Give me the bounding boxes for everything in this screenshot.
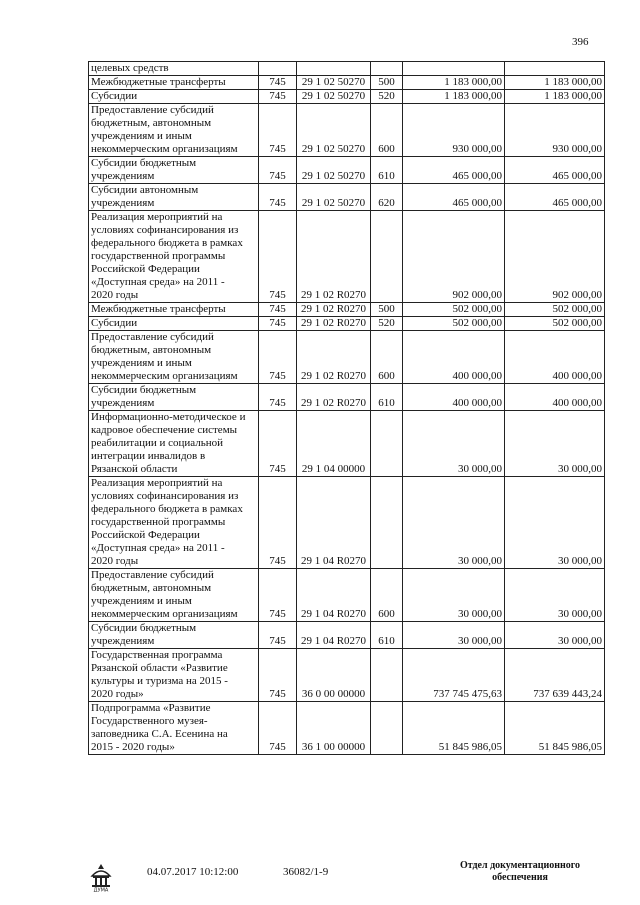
sum-2017-cell: 30 000,00	[403, 622, 505, 649]
row-name-line: Подпрограмма «Развитие	[91, 702, 211, 714]
sum-2017-alt-cell: 465 000,00	[505, 184, 605, 211]
footer-doc-number: 36082/1-9	[283, 866, 329, 878]
row-name-line: целевых средств	[91, 62, 169, 74]
sum-2017-cell: 30 000,00	[403, 569, 505, 622]
row-name-line: учреждениям и иным	[91, 130, 192, 142]
row-name-line: бюджетным, автономным	[91, 582, 212, 594]
expense-type-cell: 600	[371, 569, 403, 622]
table-row	[89, 622, 605, 649]
target-article-cell: 29 1 02 R0270	[297, 211, 371, 303]
table-row	[89, 62, 605, 76]
row-name-cell	[89, 411, 259, 477]
footer-dept-line1: Отдел документационного	[459, 860, 581, 871]
table-row	[89, 384, 605, 411]
page-number: 396	[572, 36, 589, 48]
table-row	[89, 649, 605, 702]
expense-type-cell	[371, 62, 403, 76]
expense-type-cell	[371, 411, 403, 477]
grbs-cell: 745	[259, 649, 297, 702]
sum-2017-cell: 465 000,00	[403, 184, 505, 211]
table-row	[89, 331, 605, 384]
row-name-line: «Доступная среда» на 2011 -	[91, 276, 225, 288]
grbs-cell: 745	[259, 184, 297, 211]
row-name-cell	[89, 104, 259, 157]
sum-2017-alt-cell: 400 000,00	[505, 384, 605, 411]
sum-2017-cell: 400 000,00	[403, 331, 505, 384]
sum-2017-alt-cell: 30 000,00	[505, 411, 605, 477]
row-name-line: 2020 годы	[91, 289, 139, 301]
target-article-cell: 29 1 04 R0270	[297, 622, 371, 649]
target-article-cell: 29 1 02 50270	[297, 184, 371, 211]
sum-2017-alt-cell: 465 000,00	[505, 157, 605, 184]
table-row	[89, 157, 605, 184]
row-name-line: учреждениям	[91, 170, 155, 182]
sum-2017-alt-cell: 902 000,00	[505, 211, 605, 303]
table-row	[89, 211, 605, 303]
row-name-line: Государственная программа	[91, 649, 223, 661]
expense-type-cell: 520	[371, 90, 403, 104]
row-name-line: Российской Федерации	[91, 529, 200, 541]
target-article-cell: 29 1 02 50270	[297, 90, 371, 104]
sum-2017-cell: 465 000,00	[403, 157, 505, 184]
expense-type-cell: 620	[371, 184, 403, 211]
sum-2017-cell: 502 000,00	[403, 303, 505, 317]
row-name-cell	[89, 157, 259, 184]
table-row	[89, 90, 605, 104]
sum-2017-cell: 51 845 986,05	[403, 702, 505, 755]
row-name-line: бюджетным, автономным	[91, 344, 212, 356]
row-name-line: государственной программы	[91, 250, 226, 262]
sum-2017-alt-cell	[505, 62, 605, 76]
sum-2017-alt-cell: 30 000,00	[505, 622, 605, 649]
table-row	[89, 104, 605, 157]
row-name-cell	[89, 317, 259, 331]
table-row	[89, 317, 605, 331]
row-name-cell	[89, 303, 259, 317]
row-name-line: некоммерческим организациям	[91, 608, 238, 620]
target-article-cell: 29 1 04 00000	[297, 411, 371, 477]
grbs-cell: 745	[259, 317, 297, 331]
grbs-cell: 745	[259, 411, 297, 477]
row-name-cell	[89, 384, 259, 411]
row-name-line: Субсидии	[91, 317, 138, 329]
expense-type-cell: 600	[371, 331, 403, 384]
row-name-line: Предоставление субсидий	[91, 104, 214, 116]
target-article-cell: 29 1 02 R0270	[297, 317, 371, 331]
grbs-cell: 745	[259, 211, 297, 303]
row-name-line: Субсидии автономным	[91, 184, 199, 196]
duma-logo-icon	[88, 862, 114, 892]
row-name-cell	[89, 569, 259, 622]
sum-2017-cell: 1 183 000,00	[403, 76, 505, 90]
target-article-cell: 29 1 04 R0270	[297, 477, 371, 569]
expense-type-cell: 500	[371, 76, 403, 90]
footer-department	[440, 860, 600, 884]
row-name-line: 2020 годы	[91, 555, 139, 567]
expense-type-cell: 520	[371, 317, 403, 331]
sum-2017-alt-cell: 502 000,00	[505, 317, 605, 331]
grbs-cell: 745	[259, 104, 297, 157]
row-name-line: культуры и туризма на 2015 -	[91, 675, 228, 687]
sum-2017-cell: 502 000,00	[403, 317, 505, 331]
sum-2017-alt-cell: 30 000,00	[505, 569, 605, 622]
expense-type-cell	[371, 702, 403, 755]
row-name-line: федерального бюджета в рамках	[91, 237, 243, 249]
sum-2017-cell: 400 000,00	[403, 384, 505, 411]
table-row	[89, 303, 605, 317]
target-article-cell: 29 1 02 50270	[297, 104, 371, 157]
row-name-line: бюджетным, автономным	[91, 117, 212, 129]
sum-2017-cell: 30 000,00	[403, 411, 505, 477]
row-name-line: Реализация мероприятий на	[91, 211, 223, 223]
grbs-cell	[259, 62, 297, 76]
row-name-line: некоммерческим организациям	[91, 370, 238, 382]
expense-type-cell: 610	[371, 384, 403, 411]
target-article-cell	[297, 62, 371, 76]
grbs-cell: 745	[259, 702, 297, 755]
row-name-line: Рязанской области «Развитие	[91, 662, 228, 674]
row-name-line: интеграции инвалидов в	[91, 450, 206, 462]
expense-type-cell: 610	[371, 622, 403, 649]
row-name-cell	[89, 90, 259, 104]
table-row	[89, 76, 605, 90]
svg-text:ДУМА: ДУМА	[93, 887, 109, 892]
row-name-line: Межбюджетные трансферты	[91, 303, 226, 315]
target-article-cell: 29 1 02 50270	[297, 76, 371, 90]
table-row	[89, 477, 605, 569]
target-article-cell: 29 1 02 R0270	[297, 331, 371, 384]
row-name-line: некоммерческим организациям	[91, 143, 238, 155]
row-name-cell	[89, 331, 259, 384]
row-name-cell	[89, 702, 259, 755]
row-name-line: условиях софинансирования из	[91, 490, 239, 502]
row-name-line: Субсидии бюджетным	[91, 384, 197, 396]
target-article-cell: 29 1 02 R0270	[297, 384, 371, 411]
footer	[0, 858, 640, 898]
sum-2017-cell: 30 000,00	[403, 477, 505, 569]
row-name-cell	[89, 76, 259, 90]
row-name-cell	[89, 649, 259, 702]
row-name-line: учреждениям	[91, 635, 155, 647]
target-article-cell: 29 1 02 R0270	[297, 303, 371, 317]
row-name-line: Рязанской области	[91, 463, 178, 475]
row-name-line: Предоставление субсидий	[91, 331, 214, 343]
table-row	[89, 184, 605, 211]
table-row	[89, 411, 605, 477]
expense-type-cell	[371, 211, 403, 303]
row-name-line: Информационно-методическое и	[91, 411, 246, 423]
grbs-cell: 745	[259, 622, 297, 649]
row-name-line: Субсидии бюджетным	[91, 157, 197, 169]
grbs-cell: 745	[259, 157, 297, 184]
grbs-cell: 745	[259, 331, 297, 384]
row-name-line: Реализация мероприятий на	[91, 477, 223, 489]
target-article-cell: 29 1 04 R0270	[297, 569, 371, 622]
row-name-line: 2015 - 2020 годы»	[91, 741, 175, 753]
row-name-line: государственной программы	[91, 516, 226, 528]
grbs-cell: 745	[259, 569, 297, 622]
row-name-cell	[89, 184, 259, 211]
sum-2017-alt-cell: 400 000,00	[505, 331, 605, 384]
row-name-line: учреждениям	[91, 397, 155, 409]
budget-table-body	[89, 62, 605, 755]
sum-2017-alt-cell: 30 000,00	[505, 477, 605, 569]
sum-2017-cell: 737 745 475,63	[403, 649, 505, 702]
target-article-cell: 29 1 02 50270	[297, 157, 371, 184]
row-name-line: заповедника С.А. Есенина на	[91, 728, 228, 740]
row-name-line: Российской Федерации	[91, 263, 200, 275]
row-name-line: 2020 годы»	[91, 688, 144, 700]
sum-2017-alt-cell: 502 000,00	[505, 303, 605, 317]
target-article-cell: 36 0 00 00000	[297, 649, 371, 702]
row-name-line: Субсидии	[91, 90, 138, 102]
expense-type-cell: 600	[371, 104, 403, 157]
budget-table	[88, 61, 605, 755]
row-name-line: Субсидии бюджетным	[91, 622, 197, 634]
row-name-line: учреждениям и иным	[91, 595, 192, 607]
grbs-cell: 745	[259, 90, 297, 104]
row-name-cell	[89, 622, 259, 649]
footer-date: 04.07.2017 10:12:00	[147, 866, 239, 878]
expense-type-cell: 610	[371, 157, 403, 184]
footer-dept-line2: обеспечения	[492, 872, 548, 883]
row-name-line: Предоставление субсидий	[91, 569, 214, 581]
row-name-line: условиях софинансирования из	[91, 224, 239, 236]
row-name-line: реабилитации и социальной	[91, 437, 224, 449]
grbs-cell: 745	[259, 303, 297, 317]
grbs-cell: 745	[259, 384, 297, 411]
row-name-cell	[89, 211, 259, 303]
expense-type-cell	[371, 649, 403, 702]
row-name-line: кадровое обеспечение системы	[91, 424, 238, 436]
row-name-cell	[89, 477, 259, 569]
table-row	[89, 702, 605, 755]
expense-type-cell	[371, 477, 403, 569]
row-name-cell	[89, 62, 259, 76]
sum-2017-cell: 1 183 000,00	[403, 90, 505, 104]
row-name-line: «Доступная среда» на 2011 -	[91, 542, 225, 554]
sum-2017-alt-cell: 737 639 443,24	[505, 649, 605, 702]
row-name-line: учреждениям и иным	[91, 357, 192, 369]
grbs-cell: 745	[259, 76, 297, 90]
expense-type-cell: 500	[371, 303, 403, 317]
table-row	[89, 569, 605, 622]
sum-2017-cell: 902 000,00	[403, 211, 505, 303]
grbs-cell: 745	[259, 477, 297, 569]
row-name-line: Государственного музея-	[91, 715, 208, 727]
sum-2017-alt-cell: 930 000,00	[505, 104, 605, 157]
sum-2017-alt-cell: 51 845 986,05	[505, 702, 605, 755]
sum-2017-alt-cell: 1 183 000,00	[505, 76, 605, 90]
target-article-cell: 36 1 00 00000	[297, 702, 371, 755]
row-name-line: учреждениям	[91, 197, 155, 209]
row-name-line: Межбюджетные трансферты	[91, 76, 226, 88]
sum-2017-cell: 930 000,00	[403, 104, 505, 157]
sum-2017-alt-cell: 1 183 000,00	[505, 90, 605, 104]
sum-2017-cell	[403, 62, 505, 76]
row-name-line: федерального бюджета в рамках	[91, 503, 243, 515]
